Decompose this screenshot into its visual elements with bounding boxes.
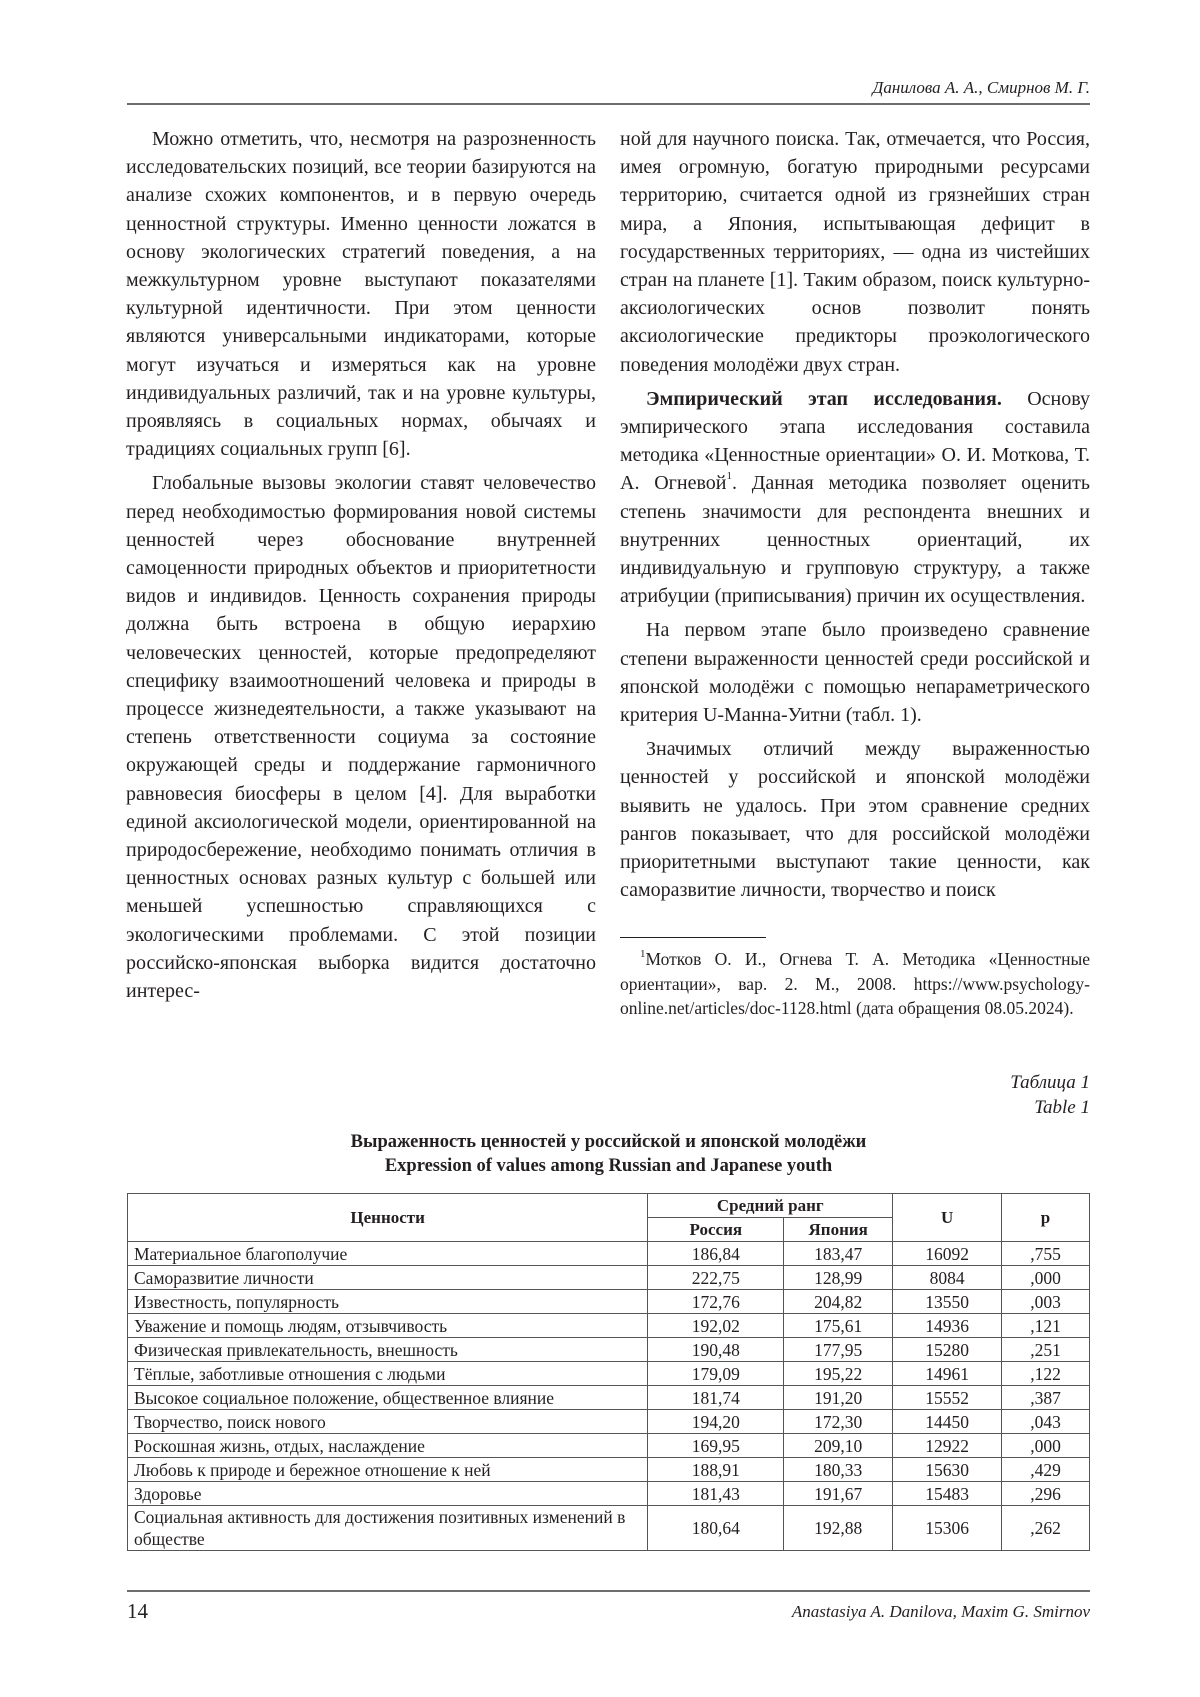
cell-p: ,755 <box>1002 1242 1090 1266</box>
values-table <box>127 1193 1090 1551</box>
cell-u: 14450 <box>893 1410 1002 1434</box>
cell-p: ,043 <box>1002 1410 1090 1434</box>
cell-russia-rank: 169,95 <box>648 1434 784 1458</box>
footer-authors: Anastasiya A. Danilova, Maxim G. Smirnov <box>791 1602 1090 1621</box>
paragraph: Можно отметить, что, несмотря на разрозненность исследовательских позиций, все теории базируются на анализе схожих компонентов, и в первую очередь ценностной структуры. Именно ценности ложатся в основу экологических стратегий поведения, а на межкультурном уровне выступают показателями культурной идентичности. При этом ценности являются универсальными индикаторами, которые могут изучаться и измеряться как на уровне индивидуальных различий, так и на уровне культуры, проявляясь в социальных нормах, обычаях и традициях социальных групп [6]. <box>126 128 596 461</box>
cell-u: 8084 <box>893 1266 1002 1290</box>
table-row <box>128 1410 1090 1434</box>
left-column <box>126 125 596 1005</box>
section-heading: Эмпирический этап исследования. <box>646 387 1002 410</box>
table-title <box>127 1130 1090 1178</box>
paragraph: На первом этапе было произведено сравнение степени выраженности ценностей среди российской и японской молодёжи с помощью непараметрического критерия U-Манна-Уитни (табл. 1). <box>620 619 1090 727</box>
cell-p: ,387 <box>1002 1386 1090 1410</box>
footnote-marker: 1 <box>640 948 646 960</box>
header-japan: Япония <box>784 1218 893 1242</box>
footnote-text: Мотков О. И., Огнева Т. А. Методика «Ценностные ориентации», вар. 2. М., 2008. https://www.psychology-online.net/articles/doc-1128.html (дата обращения 08.05.2024). <box>620 949 1090 1018</box>
page-number: 14 <box>127 1599 148 1623</box>
cell-japan-rank: 177,95 <box>784 1338 893 1362</box>
cell-u: 13550 <box>893 1290 1002 1314</box>
header-russia: Россия <box>648 1218 784 1242</box>
footnote <box>620 947 1090 1021</box>
cell-value-name: Социальная активность для достижения позитивных изменений в обществе <box>128 1506 648 1551</box>
table-row <box>128 1482 1090 1506</box>
cell-p: ,003 <box>1002 1290 1090 1314</box>
table-row <box>128 1266 1090 1290</box>
table-row <box>128 1386 1090 1410</box>
header-mean-rank: Средний ранг <box>648 1194 893 1218</box>
header-values: Ценности <box>128 1194 648 1242</box>
cell-p: ,296 <box>1002 1482 1090 1506</box>
paragraph-continuation: ной для научного поиска. Так, отмечается, что Россия, имея огромную, богатую природными ресурсами территорию, считается одной из грязнейших стран мира, а Япония, испытывающая дефицит в государственных территориях, — одна из чистейших стран на планете [1]. Таким образом, поиск культурно-аксиологических основ позволит понять аксиологические предикторы проэкологического поведения молодёжи двух стран. <box>620 128 1090 376</box>
header-rule <box>127 103 1090 105</box>
cell-value-name: Роскошная жизнь, отдых, наслаждение <box>128 1434 648 1458</box>
table-label-en: Table 1 <box>1034 1097 1090 1118</box>
table-row <box>128 1314 1090 1338</box>
cell-value-name: Материальное благополучие <box>128 1242 648 1266</box>
cell-p: ,000 <box>1002 1434 1090 1458</box>
table-row <box>128 1242 1090 1266</box>
cell-p: ,000 <box>1002 1266 1090 1290</box>
cell-u: 15630 <box>893 1458 1002 1482</box>
running-head: Данилова А. А., Смирнов М. Г. <box>872 78 1090 97</box>
cell-u: 15552 <box>893 1386 1002 1410</box>
cell-u: 15280 <box>893 1338 1002 1362</box>
table-label-ru: Таблица 1 <box>1010 1072 1090 1093</box>
cell-u: 14936 <box>893 1314 1002 1338</box>
paragraph: Значимых отличий между выраженностью ценностей у российской и японской молодёжи выявить не удалось. При этом сравнение средних рангов показывает, что для российской молодёжи приоритетными выступают такие ценности, как саморазвитие личности, творчество и поиск <box>620 738 1090 902</box>
cell-japan-rank: 180,33 <box>784 1458 893 1482</box>
cell-russia-rank: 190,48 <box>648 1338 784 1362</box>
cell-p: ,429 <box>1002 1458 1090 1482</box>
cell-japan-rank: 183,47 <box>784 1242 893 1266</box>
cell-japan-rank: 172,30 <box>784 1410 893 1434</box>
header-u: U <box>893 1194 1002 1242</box>
paragraph: Глобальные вызовы экологии ставят человечество перед необходимостью формирования новой системы ценностей через обоснование внутренней самоценности природных объектов и приоритетности видов и индивидов. Ценность сохранения природы должна быть встроена в общую иерархию человеческих ценностей, которые предопределяют специфику взаимоотношений человека и природы в процессе жизнедеятельности, а также указывают на степень ответственности социума за состояние окружающей среды и поддержание гармоничного равновесия биосферы в целом [4]. Для выработки единой аксиологической модели, ориентированной на природосбережение, необходимо понимать отличия в ценностных основах разных культур с большей или меньшей успешностью справляющихся с экологическими проблемами. С этой позиции российско-японская выборка видится достаточно интерес- <box>126 472 596 1003</box>
cell-u: 15483 <box>893 1482 1002 1506</box>
cell-p: ,122 <box>1002 1362 1090 1386</box>
footnote-rule <box>620 937 766 938</box>
table-row <box>128 1434 1090 1458</box>
cell-russia-rank: 222,75 <box>648 1266 784 1290</box>
cell-value-name: Любовь к природе и бережное отношение к ней <box>128 1458 648 1482</box>
cell-russia-rank: 194,20 <box>648 1410 784 1434</box>
cell-russia-rank: 192,02 <box>648 1314 784 1338</box>
cell-japan-rank: 191,20 <box>784 1386 893 1410</box>
cell-japan-rank: 204,82 <box>784 1290 893 1314</box>
cell-russia-rank: 179,09 <box>648 1362 784 1386</box>
cell-p: ,262 <box>1002 1506 1090 1551</box>
right-column <box>620 125 1090 904</box>
table-row <box>128 1338 1090 1362</box>
cell-japan-rank: 128,99 <box>784 1266 893 1290</box>
header-p: p <box>1002 1194 1090 1242</box>
footnote-ref[interactable]: 1 <box>726 470 732 483</box>
table-label <box>800 1070 1090 1120</box>
cell-u: 16092 <box>893 1242 1002 1266</box>
table-row <box>128 1506 1090 1551</box>
cell-russia-rank: 181,74 <box>648 1386 784 1410</box>
section-text-cont: . Данная методика позволяет оценить степень значимости для респондента внешних и внутренних ценностных ориентаций, их индивидуальную и групповую структуру, а также атрибуции (приписывания) причин их осуществления. <box>620 472 1090 608</box>
cell-russia-rank: 181,43 <box>648 1482 784 1506</box>
table-row <box>128 1290 1090 1314</box>
table-body <box>128 1242 1090 1551</box>
table-title-ru: Выраженность ценностей у российской и японской молодёжи <box>350 1132 867 1152</box>
cell-u: 15306 <box>893 1506 1002 1551</box>
cell-value-name: Тёплые, заботливые отношения с людьми <box>128 1362 648 1386</box>
cell-japan-rank: 192,88 <box>784 1506 893 1551</box>
table-row <box>128 1458 1090 1482</box>
cell-u: 14961 <box>893 1362 1002 1386</box>
table-row <box>128 1362 1090 1386</box>
cell-japan-rank: 175,61 <box>784 1314 893 1338</box>
cell-value-name: Уважение и помощь людям, отзывчивость <box>128 1314 648 1338</box>
cell-value-name: Физическая привлекательность, внешность <box>128 1338 648 1362</box>
paragraph-section <box>620 385 1090 611</box>
cell-russia-rank: 180,64 <box>648 1506 784 1551</box>
cell-russia-rank: 172,76 <box>648 1290 784 1314</box>
cell-value-name: Высокое социальное положение, общественное влияние <box>128 1386 648 1410</box>
footer-rule <box>127 1590 1090 1592</box>
cell-japan-rank: 195,22 <box>784 1362 893 1386</box>
cell-p: ,251 <box>1002 1338 1090 1362</box>
cell-russia-rank: 186,84 <box>648 1242 784 1266</box>
cell-p: ,121 <box>1002 1314 1090 1338</box>
cell-value-name: Здоровье <box>128 1482 648 1506</box>
section-text: Основу эмпирического этапа исследования составила методика «Ценностные ориентации» О. И. Моткова, Т. А. Огневой <box>620 387 1090 495</box>
cell-value-name: Творчество, поиск нового <box>128 1410 648 1434</box>
table-title-en: Expression of values among Russian and Japanese youth <box>384 1156 833 1176</box>
cell-japan-rank: 209,10 <box>784 1434 893 1458</box>
cell-russia-rank: 188,91 <box>648 1458 784 1482</box>
cell-value-name: Известность, популярность <box>128 1290 648 1314</box>
cell-value-name: Саморазвитие личности <box>128 1266 648 1290</box>
cell-u: 12922 <box>893 1434 1002 1458</box>
cell-japan-rank: 191,67 <box>784 1482 893 1506</box>
